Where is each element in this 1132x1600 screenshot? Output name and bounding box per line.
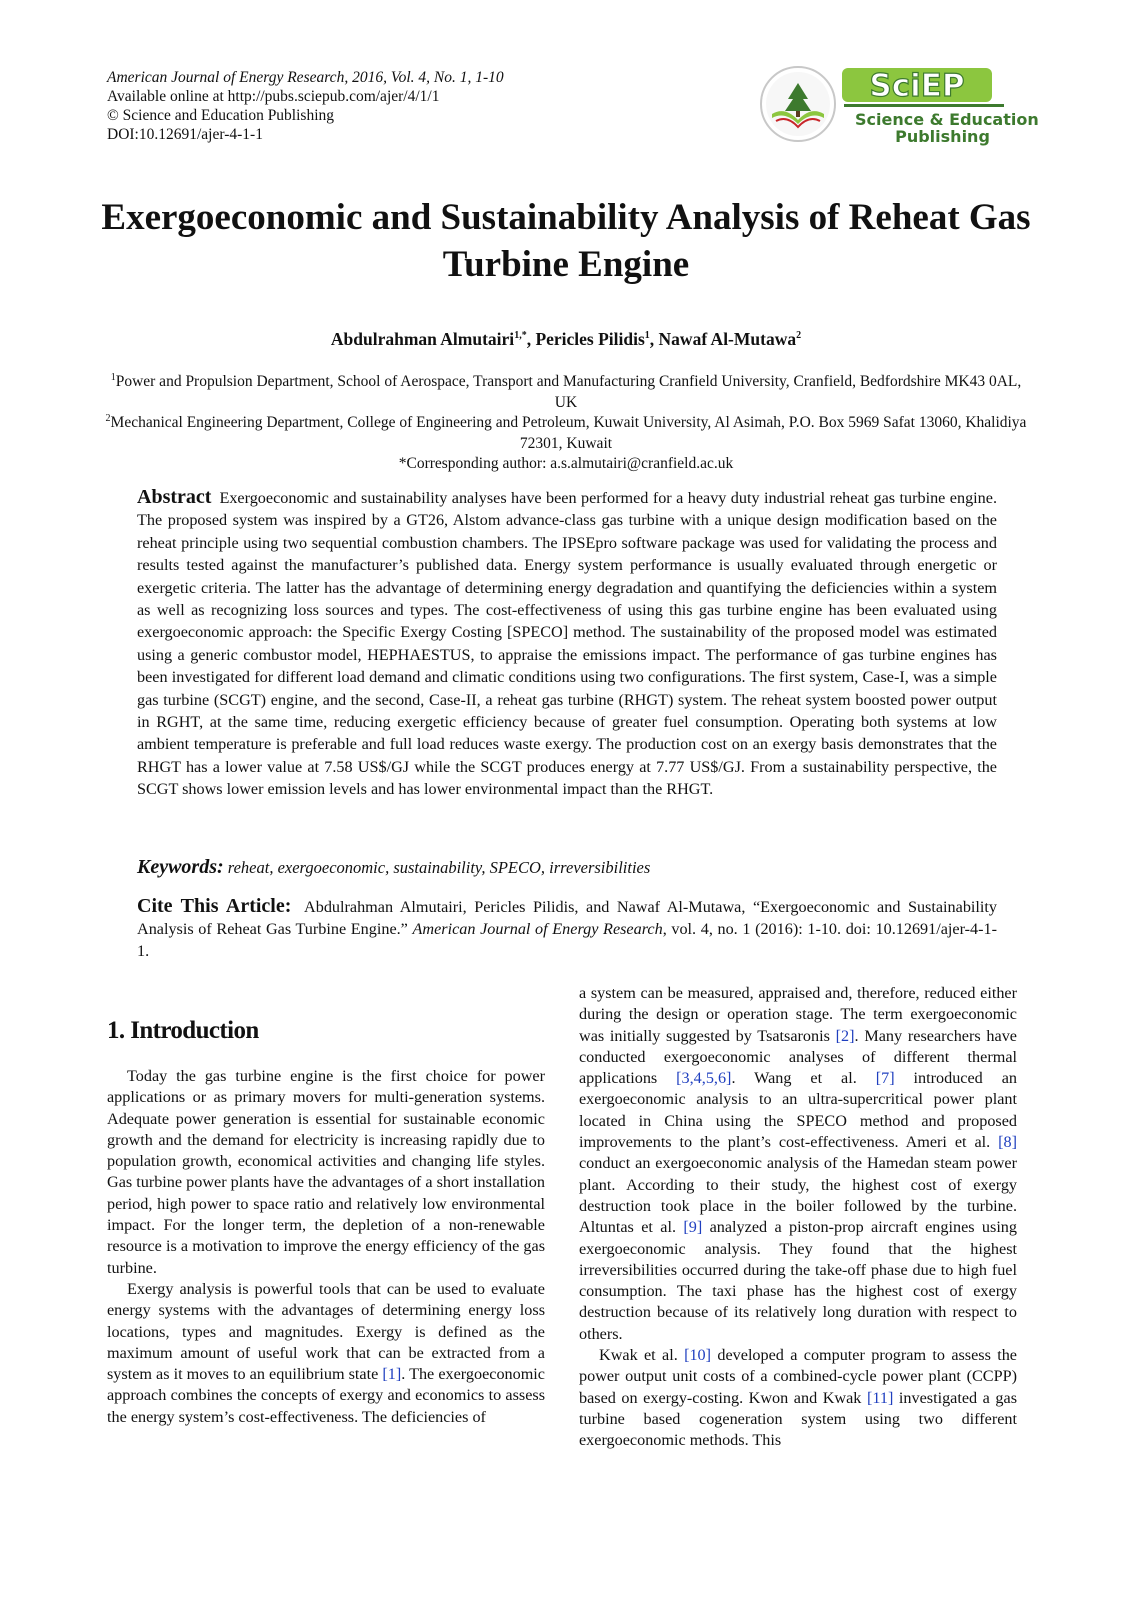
paragraph — [579, 1345, 1017, 1451]
paragraph-text: introduced an exergoeconomic analysis to an ultra-supercritical power plant located in China using the SPECO method and proposed improvements to the plant’s cost-effectiveness. Ameri et al. — [579, 1069, 1017, 1152]
affiliation-mark: 1 — [110, 371, 116, 383]
paragraph — [579, 983, 1017, 1345]
cite-text: Abdulrahman Almutairi, Pericles Pilidis, and Nawaf Al-Mutawa, “Exergoeconomic and Sustainability Analysis of Reheat Gas Turbine Engine.” — [137, 898, 997, 938]
author-affiliation-mark: 2 — [796, 330, 802, 342]
cite-details: , vol. 4, no. 1 (2016): 1-10. doi: 10.12691/ajer-4-1-1. — [137, 920, 998, 960]
affiliation-2 — [100, 413, 1032, 454]
article-title: Exergoeconomic and Sustainability Analysis of Reheat Gas Turbine Engine — [101, 197, 1031, 285]
abstract-label: Abstract — [137, 486, 212, 508]
affiliation-1 — [100, 372, 1032, 413]
right-column — [579, 983, 1017, 1452]
keywords-label: Keywords: — [137, 856, 224, 878]
paragraph-text: Exergy analysis is powerful tools that can be used to evaluate energy systems with the advantages of determining energy loss locations, types and magnitudes. Exergy is defined as the maximum amount of useful work that can be extracted from a system as it moves to an equilibrium state — [107, 1279, 545, 1384]
author-name: Pericles Pilidis — [535, 329, 645, 349]
cite-this-article — [137, 895, 997, 962]
available-online-line[interactable]: Available online at http://pubs.sciepub.com/ajer/4/1/1 — [107, 88, 440, 105]
copyright-line: © Science and Education Publishing — [107, 107, 335, 124]
logo-text-line1: Science & Education — [855, 110, 1039, 129]
cite-journal: American Journal of Energy Research — [412, 920, 663, 938]
citation-link[interactable]: [10] — [684, 1346, 712, 1365]
abstract — [137, 486, 997, 801]
paragraph: Today the gas turbine engine is the first choice for power applications or as primary movers for multi-generation systems. Adequate power generation is essential for sustainable economic growth and the demand for electricity is increasing rapidly due to population growth, economical activities and changing life styles. Gas turbine power plants have the advantages of a short installation period, high power to space ratio and relatively low environmental impact. For the longer term, the depletion of a non-renewable resource is a motivation to improve the energy efficiency of the gas turbine. — [107, 1067, 545, 1277]
author-separator: , — [649, 329, 659, 349]
journal-header — [107, 68, 504, 144]
paragraph-text: investigated a gas turbine based cogeneration system using two different exergoeconomic methods. This — [579, 1388, 1018, 1450]
citation-link[interactable]: [8] — [998, 1133, 1017, 1152]
left-column — [107, 1066, 545, 1428]
citation-link[interactable]: [1] — [382, 1365, 402, 1384]
doi-line[interactable]: DOI:10.12691/ajer-4-1-1 — [107, 126, 263, 143]
affiliation-text: Mechanical Engineering Department, College of Engineering and Petroleum, Kuwait University, Al Asimah, P.O. Box 5969 Safat 13060, Khalidiya 72301, Kuwait — [110, 414, 1027, 452]
paragraph-text: conduct an exergoeconomic analysis of the Hamedan steam power plant. According to their study, the highest cost of exergy destruction took place in the boiler followed by the turbine. Altuntas et al. — [579, 1154, 1017, 1237]
paragraph — [107, 1279, 545, 1428]
affiliation-text: Power and Propulsion Department, School of Aerospace, Transport and Manufacturing Cranfield University, Cranfield, Bedfordshire MK43 0AL, UK — [115, 373, 1022, 411]
cite-label: Cite This Article: — [137, 895, 292, 917]
author-affiliation-mark: 1,* — [514, 330, 527, 342]
affiliations — [100, 372, 1032, 475]
citation-link[interactable]: [11] — [866, 1388, 894, 1407]
affiliation-mark: 2 — [105, 412, 111, 424]
author-name: Nawaf Al-Mutawa — [658, 329, 797, 349]
author-name: Abdulrahman Almutairi — [330, 329, 515, 349]
citation-link[interactable]: [9] — [683, 1218, 703, 1237]
abstract-text: Exergoeconomic and sustainability analyses have been performed for a heavy duty industrial reheat gas turbine engine. The proposed system was inspired by a GT26, Alstom advance-class gas turbine with a unique design modification based on the reheat principle using two sequential combustion chambers. The IPSEpro software package was used for validating the process and results tested against the manufacturer’s published data. Energy system performance is usually evaluated through energetic or exergetic criteria. The latter has the advantage of determining energy degradation and quantifying the deficiencies within a system as well as recognizing loss sources and types. The cost-effectiveness of using this gas turbine engine has been evaluated using exergoeconomic approach: the Specific Exergy Costing [SPECO] method. The sustainability of the proposed model was estimated using a generic combustor model, HEPHAESTUS, to appraise the emissions impact. The performance of gas turbine engines has been investigated for different load demand and climatic conditions using two configurations. The first system, Case-I, was a simple gas turbine (SCGT) engine, and the second, Case-II, a reheat gas turbine (RHGT) system. The reheat system boosted power output in RGHT, at the same time, reducing exergetic efficiency because of greater fuel consumption. Operating both systems at low ambient temperature is preferable and full load reduces waste exergy. The production cost on an exergy basis demonstrates that the RHGT has a lower value at 7.58 US$/GJ while the SCGT produces energy at 7.77 US$/GJ. From a sustainability perspective, the SCGT shows lower emission levels and has lower environmental impact than the RHGT. — [137, 489, 997, 799]
paragraph-text: a system can be measured, appraised and, therefore, reduced either during the design or operation stage. The term exergoeconomic was initially suggested by Tsatsaronis — [579, 984, 1017, 1045]
paragraph-text: . Wang et al. — [731, 1069, 876, 1088]
author-list — [80, 328, 1052, 350]
paragraph-text: developed a computer program to assess the power output unit costs of a combined-cycle power plant (CCPP) based on exergy-costing. Kwon and Kwak — [579, 1346, 1017, 1407]
citation-link[interactable]: [3,4,5,6] — [676, 1069, 732, 1088]
author-separator: , — [526, 329, 536, 349]
paragraph-text: Kwak et al. — [599, 1346, 685, 1365]
citation-link[interactable]: [2] — [835, 1026, 855, 1045]
paragraph-text: . Many researchers have conducted exergoeconomic analyses of different thermal applications — [579, 1026, 1017, 1088]
logo-text-line2: Publishing — [895, 127, 990, 146]
keywords-text: reheat, exergoeconomic, sustainability, SPECO, irreversibilities — [227, 858, 651, 877]
section-heading: 1. Introduction — [107, 1017, 259, 1044]
author-affiliation-mark: 1 — [644, 330, 650, 342]
logo-wordmark: SciEP — [869, 68, 965, 104]
keywords — [137, 856, 997, 879]
paragraph-text: analyzed a piston-prop aircraft engines using exergoeconomic analysis. They found that the highest irreversibilities occurred during the take-off phase due to high fuel consumption. The taxi phase has the highest cost of exergy destruction because of its relatively long duration with respect to others. — [579, 1218, 1017, 1343]
publisher-logo[interactable] — [760, 66, 1039, 150]
paragraph-text: . The exergoeconomic approach combines the concepts of exergy and economics to assess the energy system’s cost-effectiveness. The deficiencies of — [107, 1365, 545, 1426]
citation-link[interactable]: [7] — [875, 1069, 895, 1088]
corresponding-author[interactable]: *Corresponding author: a.s.almutairi@cranfield.ac.uk — [398, 455, 734, 472]
journal-citation: American Journal of Energy Research, 2016, Vol. 4, No. 1, 1-10 — [107, 69, 504, 86]
